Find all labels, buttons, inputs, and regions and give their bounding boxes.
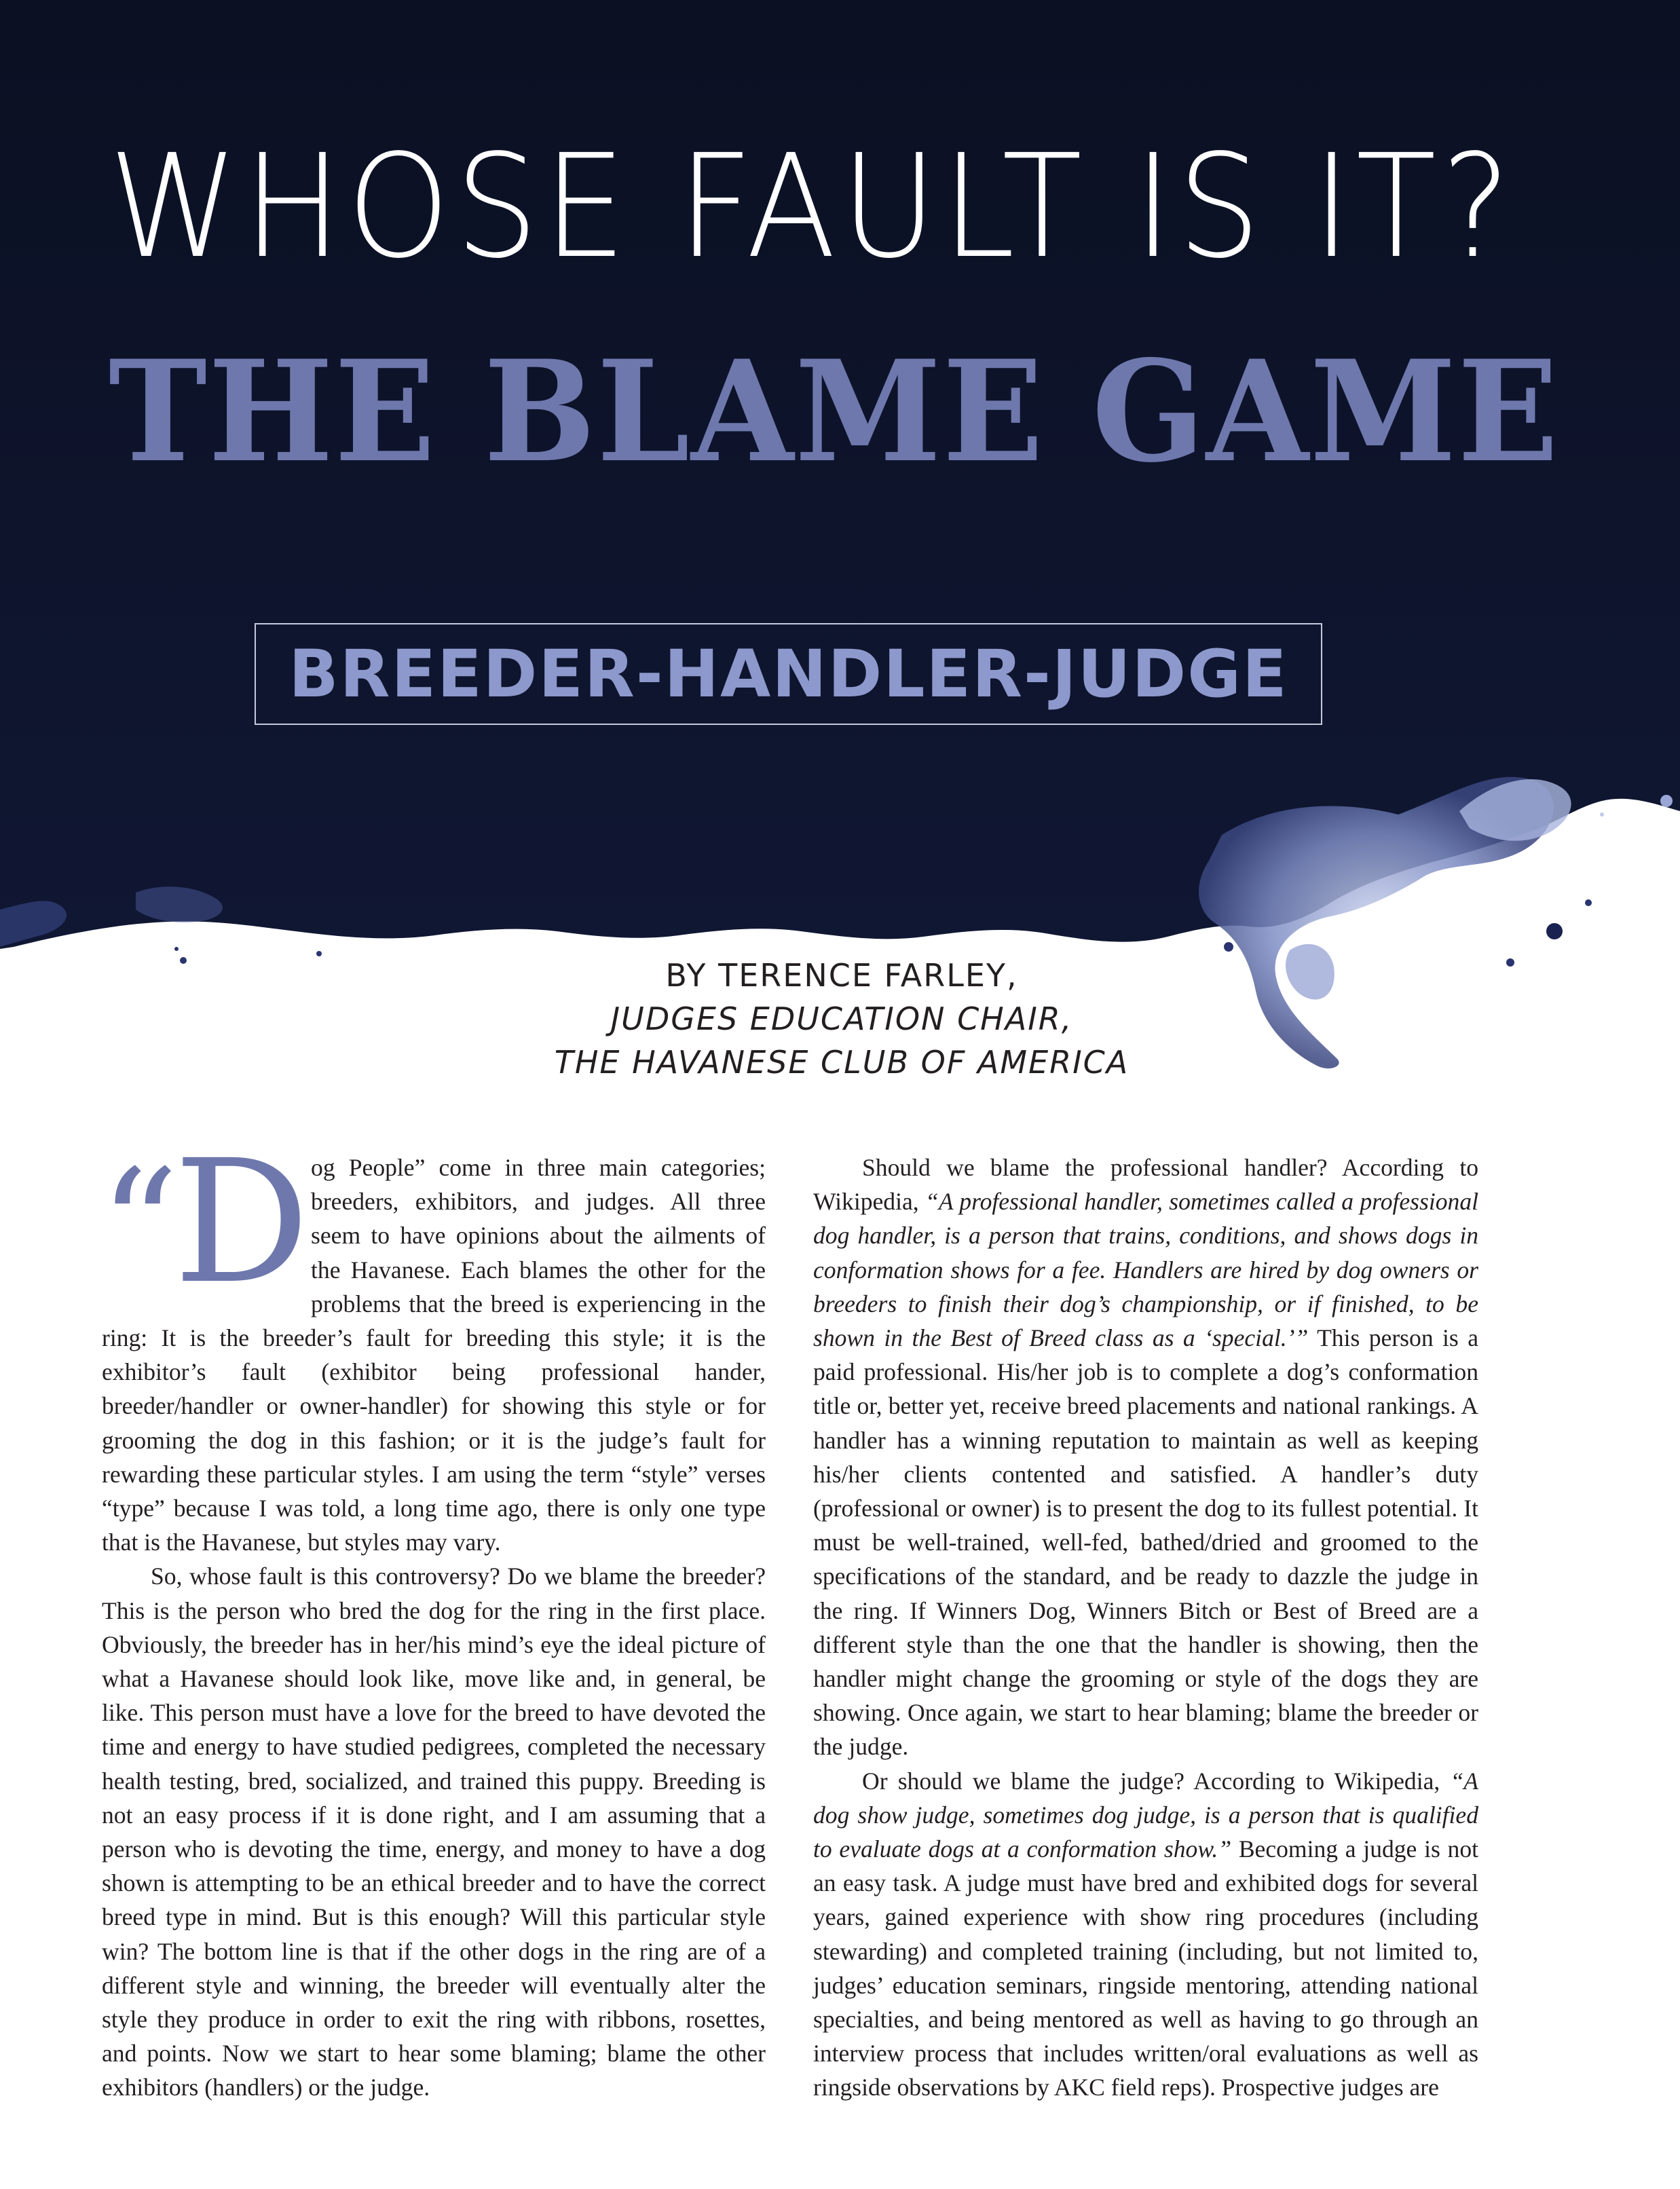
- article-paragraph: “D og People” come in three main categories; breeders, exhibitors, and judges. All three seem to have opinions about the ailments of the Havanese. Each blames the other for the problems that the breed is experiencing in the ring: It is the breeder’s fault for breeding this style; it is the exhibitor’s fault (exhibitor being professional hander, breeder/handler or owner-handler) for showing this style or for grooming the dog in this fashion; or it is the judge’s fault for rewarding these particular styles. I am using the term “style” verses “type” because I was told, a long time ago, there is only one type that is the Havanese, but styles may vary.: [99, 1123, 766, 1556]
- byline-organization: THE HAVANESE CLUB OF AMERICA: [554, 1044, 1130, 1081]
- subtitle: BREEDER-HANDLER-JUDGE: [288, 636, 1288, 712]
- article-column-right: [813, 1150, 1478, 2105]
- headline-line-1: WHOSE FAULT IS IT?: [109, 124, 1516, 290]
- drop-cap: “D: [99, 1123, 303, 1321]
- byline-author: BY TERENCE FARLEY,: [665, 957, 1018, 994]
- byline: [407, 954, 1276, 1084]
- article-paragraph: Should we blame the professional handler? According to Wikipedia, “A professional handler, sometimes called a professional dog handler, is a person that trains, conditions, and shows dogs in conformation shows for a fee. Handlers are hired by dog owners or breeders to finish their dog’s championship, or if finished, to be shown in the Best of Breed class as a ‘special.’” This person is a paid professional. His/her job is to complete a dog’s conformation title or, better yet, receive breed placements and national rankings. A handler has a winning reputation to maintain as well as keeping his/her clients contented and satisfied. A handler’s duty (professional or owner) is to present the dog to its fullest potential. It must be well-trained, well-fed, bathed/dried and groomed to the specifications of the standard, and be ready to dazzle the judge in the ring. If Winners Dog, Winners Bitch or Best of Breed are a different style than the one that the handler is showing, then the handler might change the grooming or style of the dogs they are showing. Once again, we start to hear blaming; blame the breeder or the judge.: [813, 1154, 1478, 1761]
- headline-line-2: THE BLAME GAME: [109, 331, 1560, 493]
- wikipedia-quote: “A dog show judge, sometimes dog judge, is a person that is qualified to evaluate dogs at a conformation show.”: [813, 1767, 1478, 1863]
- article-paragraph: So, whose fault is this controversy? Do we blame the breeder? This is the person who bred the dog for the ring in the first place. Obviously, the breeder has in her/his mind’s eye the ideal picture of what a Havanese should look like, move like and, in general, be like. This person must have a love for the breed to have devoted the time and energy to have studied pedigrees, completed the necessary health testing, bred, socialized, and trained this puppy. Breeding is not an easy process if it is done right, and I am assuming that a person who is devoting the time, energy, and money to have a dog shown is attempting to be an ethical breeder and to have the correct breed type in mind. But is this enough? Will this particular style win? The bottom line is that if the other dogs in the ring are of a different style and winning, the breeder will eventually alter the style they produce in order to exit the ring with ribbons, rosettes, and points. Now we start to hear some blaming; blame the other exhibitors (handlers) or the judge.: [102, 1563, 766, 2101]
- article-column-left: [99, 1123, 766, 2105]
- subtitle-box: [255, 623, 1322, 725]
- byline-role: JUDGES EDUCATION CHAIR,: [610, 1000, 1073, 1037]
- article-paragraph: Or should we blame the judge? According to Wikipedia, “A dog show judge, sometimes dog judge, is a person that is qualified to evaluate dogs at a conformation show.” Becoming a judge is not an easy task. A judge must have bred and exhibited dogs for several years, gained experience with show ring procedures (including stewarding) and completed training (including, but not limited to, judges’ education seminars, ringside mentoring, attending national specialties, and being mentored as well as having to go through an interview process that includes written/oral evaluations as well as ringside observations by AKC field reps). Prospective judges are: [813, 1767, 1478, 2101]
- hero-banner: [0, 0, 1680, 964]
- wikipedia-quote: “A professional handler, sometimes called a professional dog handler, is a person that trains, conditions, and shows dogs in conformation shows for a fee. Handlers are hired by dog owners or breeders to finish their dog’s championship, or if finished, to be shown in the Best of Breed class as a ‘special.’”: [813, 1188, 1478, 1352]
